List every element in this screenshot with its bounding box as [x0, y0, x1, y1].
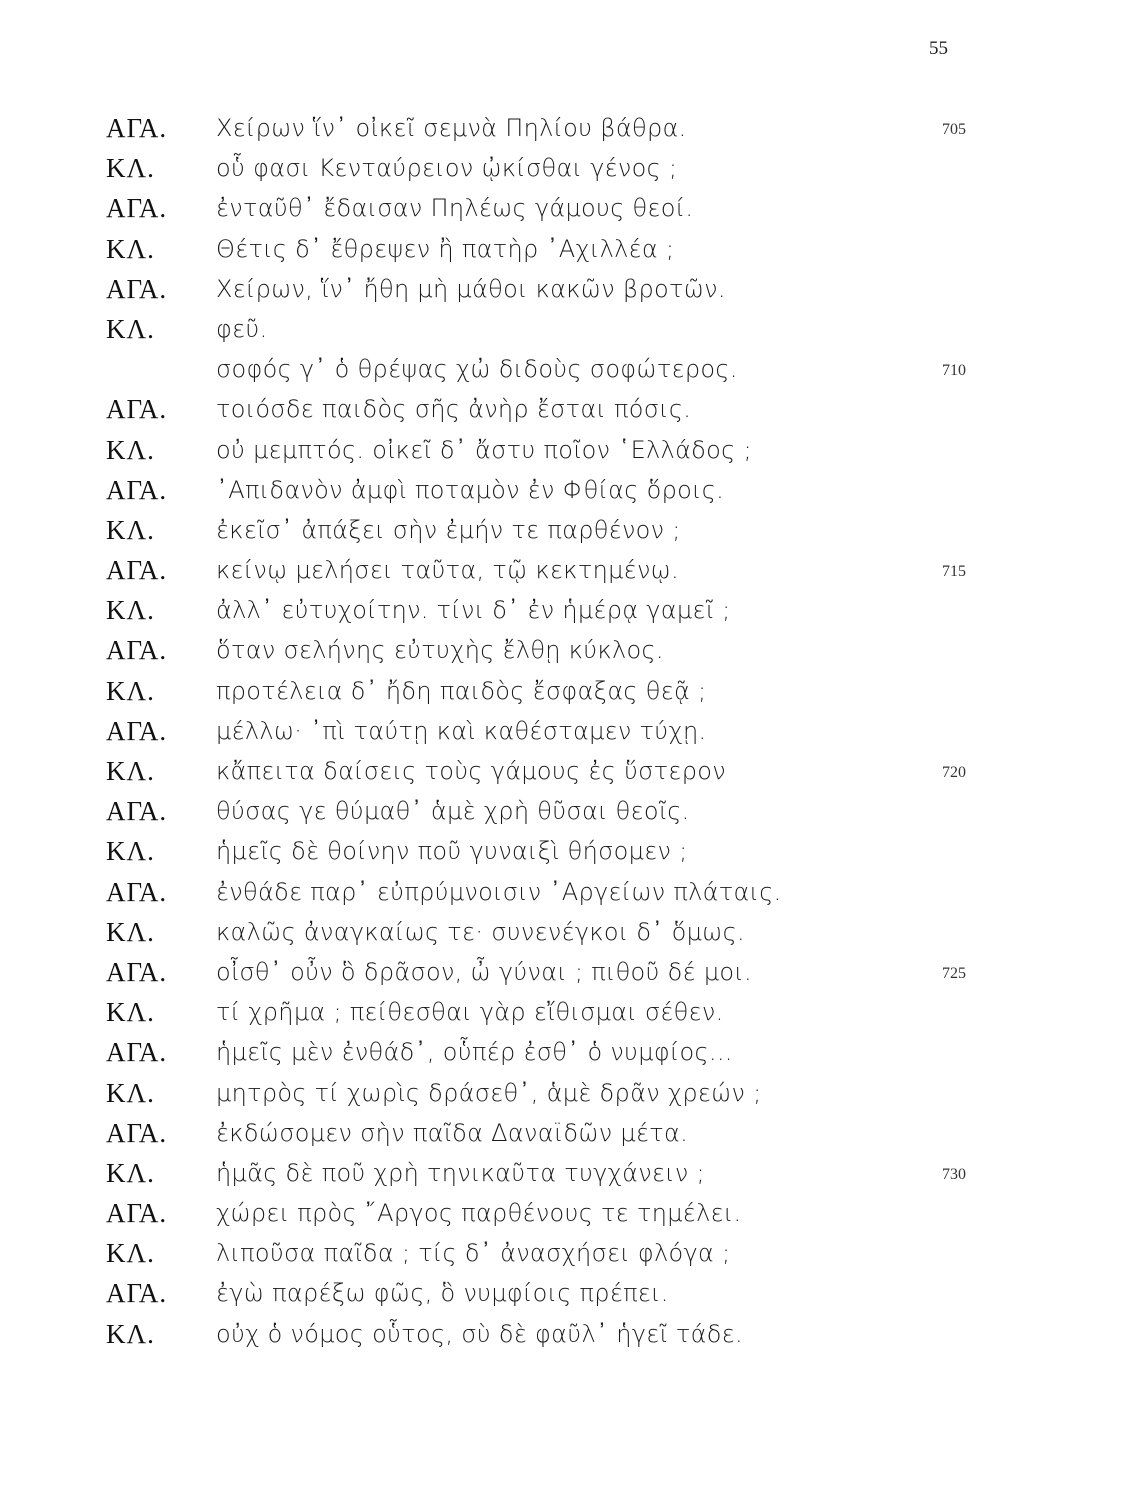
- speaker-label: ΚΛ.: [106, 1238, 155, 1269]
- verse-text: κείνῳ μελήσει ταῦτα, τῷ κεκτημένῳ.: [216, 556, 679, 585]
- verse-text: λιποῦσα παῖδα ; τίς δ᾽ ἀνασχήσει φλόγα ;: [216, 1239, 731, 1268]
- verse-text: ἐκδώσομεν σὴν παῖδα Δαναϊδῶν μέτα.: [216, 1118, 689, 1147]
- speaker-label: ΑΓΑ.: [106, 1278, 168, 1309]
- speaker-label: ΚΛ.: [106, 1318, 155, 1349]
- verse-text: ἡμᾶς δὲ ποῦ χρὴ τηνικαῦτα τυγχάνειν ;: [216, 1158, 705, 1187]
- verse-line: [106, 510, 966, 550]
- dialogue-text: [106, 108, 966, 1354]
- verse-line: [106, 872, 966, 912]
- speaker-label: ΑΓΑ.: [106, 555, 168, 586]
- verse-text: καλῶς ἀναγκαίως τε· συνενέγκοι δ᾽ ὅμως.: [216, 917, 745, 946]
- verse-line: [106, 148, 966, 188]
- verse-line: [106, 108, 966, 148]
- verse-text: οὐχ ὁ νόμος οὗτος, σὺ δὲ φαῦλ᾽ ἡγεῖ τάδε.: [216, 1319, 743, 1348]
- verse-text: ὅταν σελήνης εὐτυχὴς ἔλθῃ κύκλος.: [216, 636, 664, 665]
- speaker-label: ΑΓΑ.: [106, 1117, 168, 1148]
- verse-text: τοιόσδε παιδὸς σῆς ἀνὴρ ἔσται πόσις.: [216, 395, 692, 424]
- verse-line: [106, 188, 966, 228]
- verse-line: [106, 671, 966, 711]
- verse-text: οὗ φασι Κενταύρειον ᾠκίσθαι γένος ;: [216, 154, 678, 183]
- line-number: 720: [942, 764, 966, 781]
- verse-text: τί χρῆμα ; πείθεσθαι γὰρ εἴθισμαι σέθεν.: [216, 998, 724, 1027]
- verse-line: [106, 550, 966, 590]
- verse-line: [106, 229, 966, 269]
- verse-line: [106, 389, 966, 429]
- verse-line: [106, 1193, 966, 1233]
- verse-line: [106, 952, 966, 992]
- verse-text: Χείρων ἵν᾽ οἰκεῖ σεμνὰ Πηλίου βάθρα.: [216, 114, 687, 142]
- line-number: 730: [942, 1165, 966, 1183]
- verse-line: [106, 1153, 966, 1193]
- speaker-label: ΚΛ.: [106, 1077, 155, 1108]
- verse-line: [106, 1314, 966, 1354]
- verse-line: [106, 590, 966, 630]
- verse-line: [106, 831, 966, 871]
- verse-text: κἄπειτα δαίσεις τοὺς γάμους ἐς ὕστερον: [216, 757, 726, 785]
- verse-line: [106, 1233, 966, 1273]
- speaker-label: ΑΓΑ.: [106, 1198, 168, 1229]
- speaker-label: ΑΓΑ.: [106, 876, 168, 907]
- verse-text: μητρὸς τί χωρὶς δράσεθ᾽, ἁμὲ δρᾶν χρεών ;: [216, 1078, 762, 1107]
- page-number: 55: [929, 38, 948, 59]
- verse-text: οἶσθ᾽ οὖν ὃ δρᾶσον, ὦ γύναι ; πιθοῦ δέ μοι.: [216, 957, 752, 986]
- speaker-label: ΚΛ.: [106, 1157, 155, 1188]
- verse-line: [106, 630, 966, 670]
- speaker-label: ΑΓΑ.: [106, 394, 168, 425]
- speaker-label: ΑΓΑ.: [106, 193, 168, 224]
- speaker-label: ΑΓΑ.: [106, 715, 168, 746]
- verse-line: [106, 470, 966, 510]
- verse-text: ἡμεῖς μὲν ἐνθάδ᾽, οὗπέρ ἐσθ᾽ ὁ νυμφίος...: [216, 1038, 733, 1067]
- verse-text: προτέλεια δ᾽ ἤδη παιδὸς ἔσφαξας θεᾷ ;: [216, 676, 707, 705]
- verse-line: [106, 430, 966, 470]
- verse-text: μέλλω· ᾽πὶ ταύτῃ καὶ καθέσταμεν τύχῃ.: [216, 716, 707, 745]
- speaker-label: ΚΛ.: [106, 916, 155, 947]
- speaker-label: ΚΛ.: [106, 313, 155, 344]
- speaker-label: ΑΓΑ.: [106, 113, 168, 143]
- speaker-label: ΑΓΑ.: [106, 956, 168, 987]
- verse-line: [106, 309, 966, 349]
- speaker-label: ΚΛ.: [106, 997, 155, 1028]
- verse-line: [106, 751, 966, 791]
- speaker-label: ΑΓΑ.: [106, 273, 168, 304]
- verse-text: οὐ μεμπτός. οἰκεῖ δ᾽ ἄστυ ποῖον ῾Ελλάδος ;: [216, 435, 752, 464]
- speaker-label: ΚΛ.: [106, 153, 155, 184]
- speaker-label: ΑΓΑ.: [106, 1037, 168, 1068]
- verse-text: φεῦ.: [216, 314, 268, 343]
- verse-text: χώρει πρὸς ῎Αργος παρθένους τε τημέλει.: [216, 1199, 742, 1228]
- speaker-label: ΑΓΑ.: [106, 796, 168, 827]
- verse-line: [106, 992, 966, 1032]
- verse-line: [106, 1073, 966, 1113]
- verse-line: [106, 711, 966, 751]
- verse-text: ᾿Απιδανὸν ἀμφὶ ποταμὸν ἐν Φθίας ὅροις.: [216, 475, 725, 504]
- verse-text: Θέτις δ᾽ ἔθρεψεν ἢ πατὴρ ᾿Αχιλλέα ;: [216, 234, 675, 263]
- verse-line: [106, 1032, 966, 1072]
- verse-line: [106, 791, 966, 831]
- speaker-label: ΚΛ.: [106, 675, 155, 706]
- verse-text: ἡμεῖς δὲ θοίνην ποῦ γυναιξὶ θήσομεν ;: [216, 837, 688, 866]
- speaker-label: ΚΛ.: [106, 434, 155, 465]
- speaker-label: ΑΓΑ.: [106, 635, 168, 666]
- speaker-label: ΚΛ.: [106, 233, 155, 264]
- verse-line: [106, 1113, 966, 1153]
- verse-line: [106, 269, 966, 309]
- verse-line: [106, 349, 966, 389]
- line-number: 710: [942, 362, 966, 380]
- speaker-label: ΚΛ.: [106, 836, 155, 867]
- verse-text: θύσας γε θύμαθ᾽ ἁμὲ χρὴ θῦσαι θεοῖς.: [216, 797, 690, 826]
- line-number: 705: [942, 121, 966, 138]
- verse-line: [106, 912, 966, 952]
- speaker-label: ΚΛ.: [106, 756, 155, 786]
- verse-text: ἀλλ᾽ εὐτυχοίτην. τίνι δ᾽ ἐν ἡμέρᾳ γαμεῖ ;: [216, 596, 731, 625]
- verse-text: ἐγὼ παρέξω φῶς, ὃ νυμφίοις πρέπει.: [216, 1279, 669, 1308]
- line-number: 715: [942, 563, 966, 581]
- speaker-label: ΑΓΑ.: [106, 474, 168, 505]
- line-number: 725: [942, 964, 966, 982]
- verse-text: ἐνθάδε παρ᾽ εὐπρύμνοισιν ᾿Αργείων πλάταις.: [216, 877, 782, 906]
- verse-line: [106, 1273, 966, 1313]
- verse-text: ἐκεῖσ᾽ ἀπάξει σὴν ἐμήν τε παρθένον ;: [216, 515, 681, 544]
- verse-text: Χείρων, ἵν᾽ ἤθη μὴ μάθοι κακῶν βροτῶν.: [216, 274, 726, 303]
- verse-text: σοφός γ᾽ ὁ θρέψας χὠ διδοὺς σοφώτερος.: [216, 355, 738, 384]
- speaker-label: ΚΛ.: [106, 595, 155, 626]
- verse-text: ἐνταῦθ᾽ ἔδαισαν Πηλέως γάμους θεοί.: [216, 194, 694, 223]
- speaker-label: ΚΛ.: [106, 514, 155, 545]
